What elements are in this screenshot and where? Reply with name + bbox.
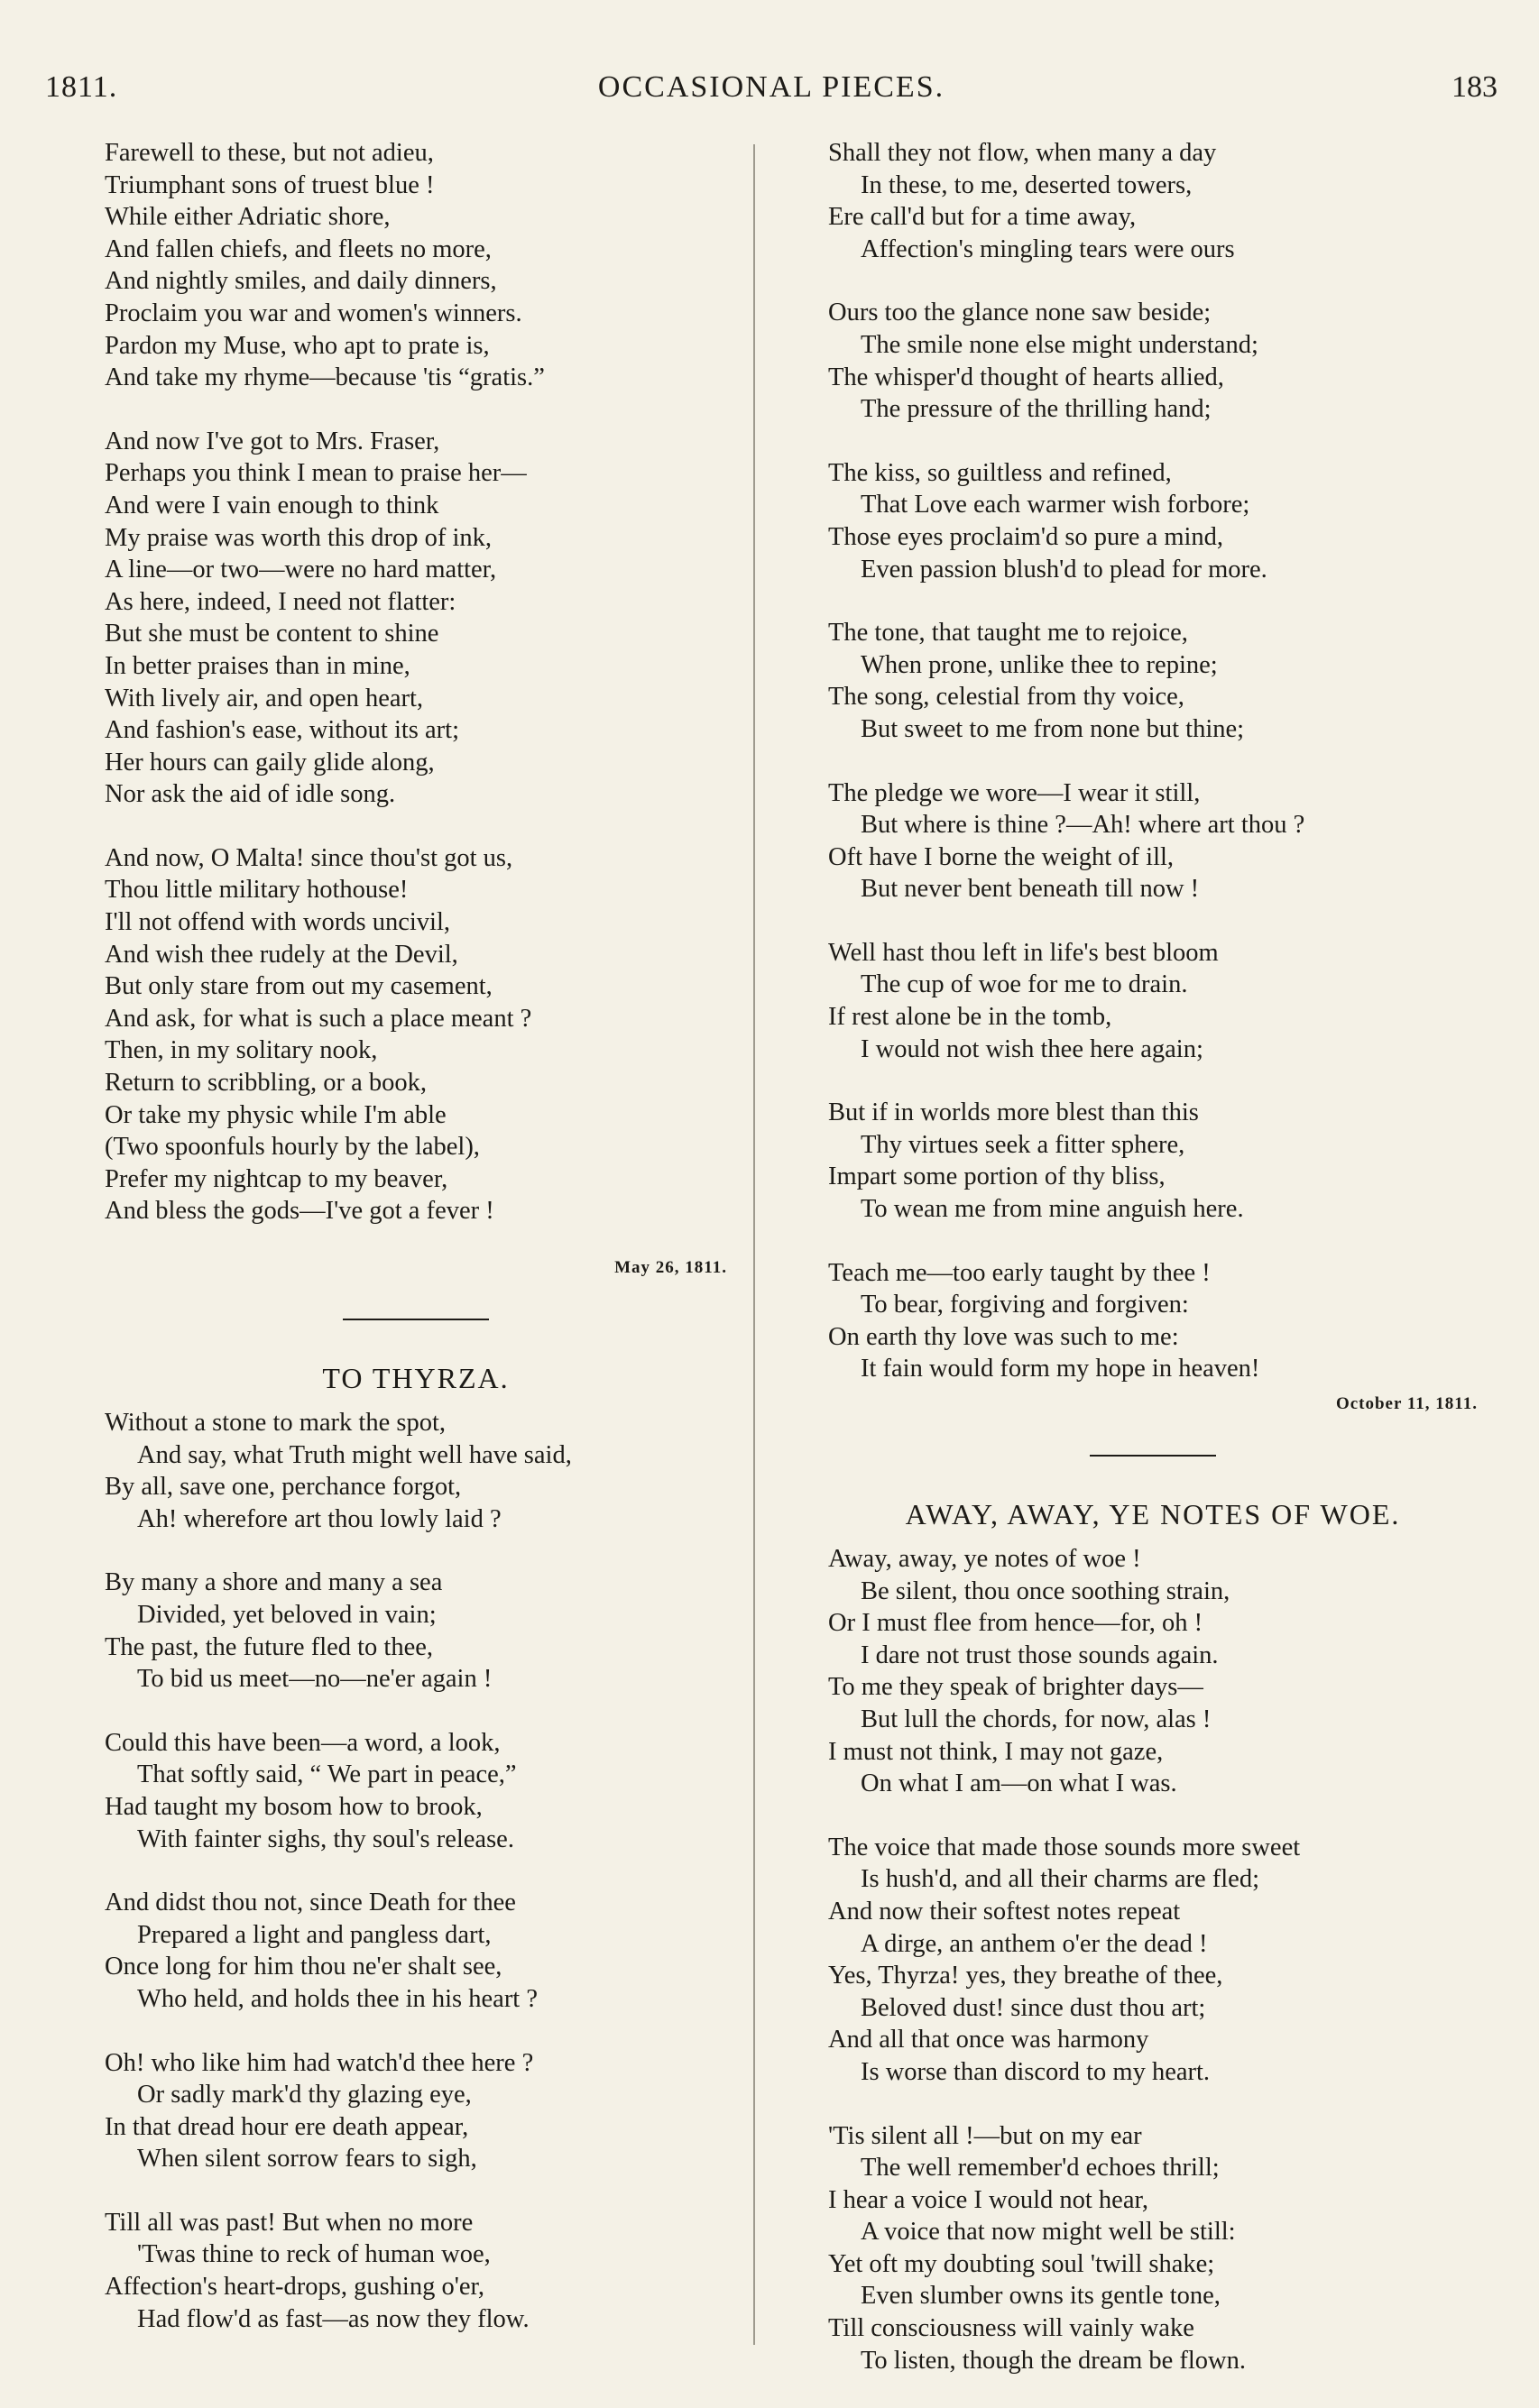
section-rule: [343, 1319, 489, 1320]
verse-line: I dare not trust those sounds again.: [861, 1641, 1219, 1669]
verse-line: But where is thine ?—Ah! where art thou ?: [861, 811, 1305, 840]
verse-line: Even passion blush'd to plead for more.: [861, 555, 1267, 584]
verse-line: Ours too the glance none saw beside;: [828, 299, 1212, 327]
verse-line: Those eyes proclaim'd so pure a mind,: [828, 522, 1224, 551]
verse-line: And now, O Malta! since thou'st got us,: [105, 843, 513, 872]
verse-line: But if in worlds more blest than this: [828, 1098, 1199, 1127]
poem-date: May 26, 1811.: [614, 1258, 727, 1277]
verse-line: But never bent beneath till now !: [861, 875, 1200, 904]
poem-to-thyrza: [105, 1407, 727, 2335]
verse-line: Once long for him thou ne'er shalt see,: [105, 1953, 502, 1981]
verse-line: And take my rhyme—because 'tis “gratis.”: [105, 363, 545, 392]
verse-line: Affection's mingling tears were ours: [861, 234, 1235, 263]
verse-line: Shall they not flow, when many a day: [828, 139, 1217, 167]
verse-line: And wish thee rudely at the Devil,: [105, 940, 458, 969]
verse-line: And were I vain enough to think: [105, 491, 439, 519]
verse-line: The smile none else might understand;: [861, 330, 1258, 359]
stanza: [828, 1543, 1478, 1800]
verse-line: Affection's heart-drops, gushing o'er,: [105, 2273, 484, 2302]
verse-line: Proclaim you war and women's winners.: [105, 299, 522, 327]
verse-line: Away, away, ye notes of woe !: [828, 1545, 1141, 1573]
stanza: [828, 937, 1478, 1065]
verse-line: Then, in my solitary nook,: [105, 1036, 378, 1065]
verse-line: A voice that now might well be still:: [861, 2218, 1236, 2247]
verse-line: Had taught my bosom how to brook,: [105, 1792, 483, 1821]
stanza: [828, 617, 1478, 745]
running-title: OCCASIONAL PIECES.: [597, 70, 945, 104]
verse-line: Be silent, thou once soothing strain,: [861, 1576, 1230, 1605]
stanza: [828, 1097, 1478, 1225]
verse-line: By all, save one, perchance forgot,: [105, 1473, 462, 1502]
verse-line: Prefer my nightcap to my beaver,: [105, 1164, 448, 1193]
verse-line: The past, the future fled to thee,: [105, 1632, 434, 1661]
verse-line: Or take my physic while I'm able: [105, 1100, 447, 1129]
verse-line: But only stare from out my casement,: [105, 972, 493, 1001]
verse-line: If rest alone be in the tomb,: [828, 1003, 1112, 1032]
verse-line: With lively air, and open heart,: [105, 684, 424, 712]
verse-line: Could this have been—a word, a look,: [105, 1728, 501, 1757]
stanza: [828, 297, 1478, 425]
stanza: [105, 137, 727, 394]
verse-line: Oh! who like him had watch'd thee here ?: [105, 2048, 534, 2077]
verse-line: Pardon my Muse, who apt to prate is,: [105, 331, 490, 360]
verse-line: The tone, that taught me to rejoice,: [828, 619, 1188, 648]
verse-line: When prone, unlike thee to repine;: [861, 650, 1218, 679]
verse-line: Farewell to these, but not adieu,: [105, 139, 434, 167]
verse-line: Nor ask the aid of idle song.: [105, 780, 396, 809]
verse-line: The song, celestial from thy voice,: [828, 683, 1184, 712]
verse-line: On earth thy love was such to me:: [828, 1322, 1179, 1351]
right-column: [828, 137, 1478, 2408]
verse-line: Teach me—too early taught by thee !: [828, 1258, 1211, 1287]
verse-line: Till consciousness will vainly wake: [828, 2314, 1194, 2343]
verse-line: That Love each warmer wish forbore;: [861, 491, 1250, 519]
verse-line: My praise was worth this drop of ink,: [105, 523, 493, 552]
stanza: [828, 1832, 1478, 2089]
verse-line: 'Twas thine to reck of human woe,: [137, 2240, 491, 2269]
verse-line: In that dread hour ere death appear,: [105, 2112, 469, 2141]
stanza: [105, 1887, 727, 2015]
poem-title-away: AWAY, AWAY, YE NOTES OF WOE.: [905, 1498, 1401, 1530]
verse-line: Thy virtues seek a fitter sphere,: [861, 1130, 1185, 1159]
verse-line: Ere call'd but for a time away,: [828, 203, 1137, 232]
verse-line: Thou little military hothouse!: [105, 876, 409, 905]
verse-line: It fain would form my hope in heaven!: [861, 1355, 1260, 1383]
verse-line: And all that once was harmony: [828, 2026, 1149, 2054]
poem-date: October 11, 1811.: [1335, 1394, 1478, 1413]
verse-line: Till all was past! But when no more: [105, 2208, 474, 2237]
verse-line: Yet oft my doubting soul 'twill shake;: [828, 2249, 1215, 2278]
verse-line: Who held, and holds thee in his heart ?: [137, 1984, 539, 2013]
verse-line: And now I've got to Mrs. Fraser,: [105, 427, 440, 455]
verse-line: And bless the gods—I've got a fever !: [105, 1197, 494, 1226]
poem-away-away: [828, 1543, 1478, 2376]
verse-line: Divided, yet beloved in vain;: [137, 1600, 437, 1629]
verse-line: And now their softest notes repeat: [828, 1897, 1181, 1925]
left-column: [105, 137, 727, 2367]
verse-line: Had flow'd as fast—as now they flow.: [137, 2304, 530, 2333]
verse-line: Impart some portion of thy bliss,: [828, 1163, 1166, 1191]
verse-line: Well hast thou left in life's best bloom: [828, 938, 1219, 967]
page-header: [45, 70, 1498, 115]
verse-line: (Two spoonfuls hourly by the label),: [105, 1133, 480, 1162]
verse-line: And ask, for what is such a place meant ?: [105, 1004, 532, 1033]
verse-line: To bear, forgiving and forgiven:: [861, 1291, 1189, 1319]
verse-line: To wean me from mine anguish here.: [861, 1195, 1244, 1224]
stanza: [828, 457, 1478, 585]
page-number: 183: [1451, 70, 1498, 104]
column-divider: [753, 144, 755, 2345]
verse-line: The kiss, so guiltless and refined,: [828, 458, 1172, 487]
verse-line: I hear a voice I would not hear,: [828, 2185, 1148, 2214]
stanza: [828, 137, 1478, 265]
verse-line: Her hours can gaily glide along,: [105, 748, 435, 777]
verse-line: I would not wish thee here again;: [861, 1034, 1203, 1063]
stanza: [828, 2120, 1478, 2377]
verse-line: Even slumber owns its gentle tone,: [861, 2282, 1221, 2311]
verse-line: Is worse than discord to my heart.: [861, 2057, 1211, 2086]
verse-line: And fallen chiefs, and fleets no more,: [105, 234, 492, 263]
stanza: [105, 1407, 727, 1535]
verse-line: The well remember'd echoes thrill;: [861, 2154, 1220, 2183]
verse-line: The voice that made those sounds more sweet: [828, 1833, 1301, 1861]
verse-line: The pressure of the thrilling hand;: [861, 395, 1212, 424]
verse-line: By many a shore and many a sea: [105, 1568, 443, 1597]
verse-line: Perhaps you think I mean to praise her—: [105, 459, 527, 488]
verse-line: Return to scribbling, or a book,: [105, 1069, 427, 1098]
verse-line: While either Adriatic shore,: [105, 203, 391, 232]
verse-line: But sweet to me from none but thine;: [861, 714, 1245, 743]
verse-line: Beloved dust! since dust thou art;: [861, 1993, 1206, 2022]
verse-line: Yes, Thyrza! yes, they breathe of thee,: [828, 1962, 1223, 1990]
stanza: [105, 2207, 727, 2335]
verse-line: That softly said, “ We part in peace,”: [137, 1760, 517, 1789]
verse-line: And didst thou not, since Death for thee: [105, 1889, 516, 1917]
verse-line: The cup of woe for me to drain.: [861, 970, 1188, 999]
poem-to-thyrza-continued: [828, 137, 1478, 1385]
verse-line: The pledge we wore—I wear it still,: [828, 778, 1201, 807]
verse-line: And fashion's ease, without its art;: [105, 716, 459, 745]
verse-line: Without a stone to mark the spot,: [105, 1409, 447, 1437]
verse-line: In better praises than in mine,: [105, 651, 410, 680]
stanza: [105, 1567, 727, 1695]
section-rule: [1090, 1455, 1216, 1457]
verse-line: But she must be content to shine: [105, 620, 439, 648]
verse-line: On what I am—on what I was.: [861, 1769, 1177, 1798]
verse-line: When silent sorrow fears to sigh,: [137, 2145, 477, 2174]
verse-line: The whisper'd thought of hearts allied,: [828, 363, 1224, 391]
verse-line: A dirge, an anthem o'er the dead !: [861, 1929, 1208, 1958]
stanza: [828, 1257, 1478, 1385]
verse-line: But lull the chords, for now, alas !: [861, 1705, 1212, 1733]
verse-line: To listen, though the dream be flown.: [861, 2346, 1246, 2375]
verse-line: 'Tis silent all !—but on my ear: [828, 2121, 1142, 2150]
verse-line: Prepared a light and pangless dart,: [137, 1920, 492, 1949]
stanza: [105, 842, 727, 1227]
verse-line: I'll not offend with words uncivil,: [105, 908, 450, 937]
stanza: [105, 1727, 727, 1855]
verse-line: Ah! wherefore art thou lowly laid ?: [137, 1504, 502, 1533]
stanza: [105, 426, 727, 811]
verse-line: Is hush'd, and all their charms are fled;: [861, 1865, 1259, 1894]
poem-continuation: [105, 137, 727, 1227]
verse-line: Or I must flee from hence—for, oh !: [828, 1609, 1203, 1638]
poem-title-thyrza: TO THYRZA.: [322, 1362, 510, 1394]
stanza: [105, 2047, 727, 2175]
verse-line: I must not think, I may not gaze,: [828, 1737, 1164, 1766]
verse-line: As here, indeed, I need not flatter:: [105, 587, 456, 616]
verse-line: To bid us meet—no—ne'er again !: [137, 1665, 493, 1694]
verse-line: A line—or two—were no hard matter,: [105, 556, 497, 584]
stanza: [828, 777, 1478, 905]
verse-line: Triumphant sons of truest blue !: [105, 170, 435, 199]
verse-line: To me they speak of brighter days—: [828, 1673, 1203, 1702]
verse-line: And say, what Truth might well have said,: [137, 1440, 572, 1469]
verse-line: Or sadly mark'd thy glazing eye,: [137, 2081, 472, 2109]
verse-line: And nightly smiles, and daily dinners,: [105, 267, 497, 296]
year-label: 1811.: [45, 70, 118, 104]
verse-line: In these, to me, deserted towers,: [861, 170, 1193, 199]
verse-line: Oft have I borne the weight of ill,: [828, 842, 1175, 871]
verse-line: With fainter sighs, thy soul's release.: [137, 1824, 514, 1853]
